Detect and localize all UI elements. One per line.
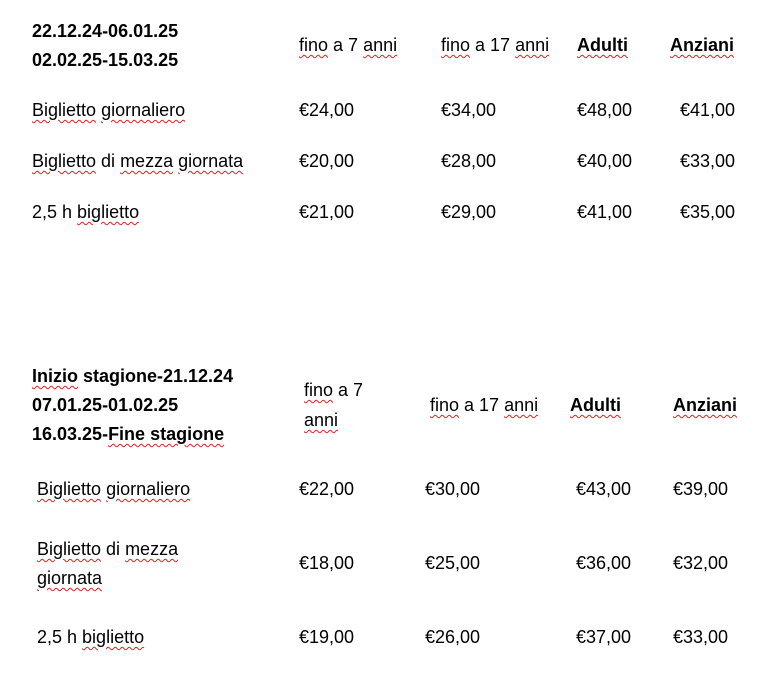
price-adults: €36,00 xyxy=(576,553,632,573)
header-adults: Adulti xyxy=(570,395,621,415)
row-label-line-2: giornata xyxy=(37,568,103,588)
price-seniors: €39,00 xyxy=(673,479,729,499)
period-line-2: 07.01.25-01.02.25 xyxy=(32,395,179,415)
header-child-line-2: anni xyxy=(304,410,339,430)
price-youth: €26,00 xyxy=(425,627,481,647)
price-adults: €37,00 xyxy=(576,627,632,647)
period-line-1: Inizio stagione-21.12.24 xyxy=(32,366,234,386)
row-label-line-1: Biglietto di mezza xyxy=(37,539,179,559)
price-youth: €25,00 xyxy=(425,553,481,573)
price-adults: €43,00 xyxy=(576,479,632,499)
price-seniors: €41,00 xyxy=(680,100,736,120)
row-label: 2,5 h biglietto xyxy=(32,202,140,222)
price-youth: €28,00 xyxy=(441,151,497,171)
price-seniors: €33,00 xyxy=(673,627,729,647)
price-seniors: €33,00 xyxy=(680,151,736,171)
price-youth: €29,00 xyxy=(441,202,497,222)
period-line-3: 16.03.25-Fine stagione xyxy=(32,424,225,444)
header-child-line-1: fino a 7 xyxy=(304,380,364,400)
row-label: Biglietto di mezza giornata xyxy=(32,151,244,171)
period-line-2: 02.02.25-15.03.25 xyxy=(32,50,179,70)
price-youth: €30,00 xyxy=(425,479,481,499)
header-youth: fino a 17 anni xyxy=(430,395,539,415)
price-child: €18,00 xyxy=(299,553,355,573)
row-label: Biglietto giornaliero xyxy=(37,479,191,499)
price-child: €20,00 xyxy=(299,151,355,171)
price-child: €24,00 xyxy=(299,100,355,120)
price-seniors: €32,00 xyxy=(673,553,729,573)
row-label: Biglietto giornaliero xyxy=(32,100,186,120)
header-adults: Adulti xyxy=(577,35,628,55)
price-adults: €41,00 xyxy=(577,202,633,222)
header-seniors: Anziani xyxy=(670,35,735,55)
price-child: €22,00 xyxy=(299,479,355,499)
price-child: €19,00 xyxy=(299,627,355,647)
price-child: €21,00 xyxy=(299,202,355,222)
price-youth: €34,00 xyxy=(441,100,497,120)
price-adults: €48,00 xyxy=(577,100,633,120)
row-label: 2,5 h biglietto xyxy=(37,627,145,647)
price-seniors: €35,00 xyxy=(680,202,736,222)
header-youth: fino a 17 anni xyxy=(441,35,550,55)
header-seniors: Anziani xyxy=(673,395,738,415)
header-child: fino a 7 anni xyxy=(299,35,398,55)
period-line-1: 22.12.24-06.01.25 xyxy=(32,21,179,41)
price-adults: €40,00 xyxy=(577,151,633,171)
